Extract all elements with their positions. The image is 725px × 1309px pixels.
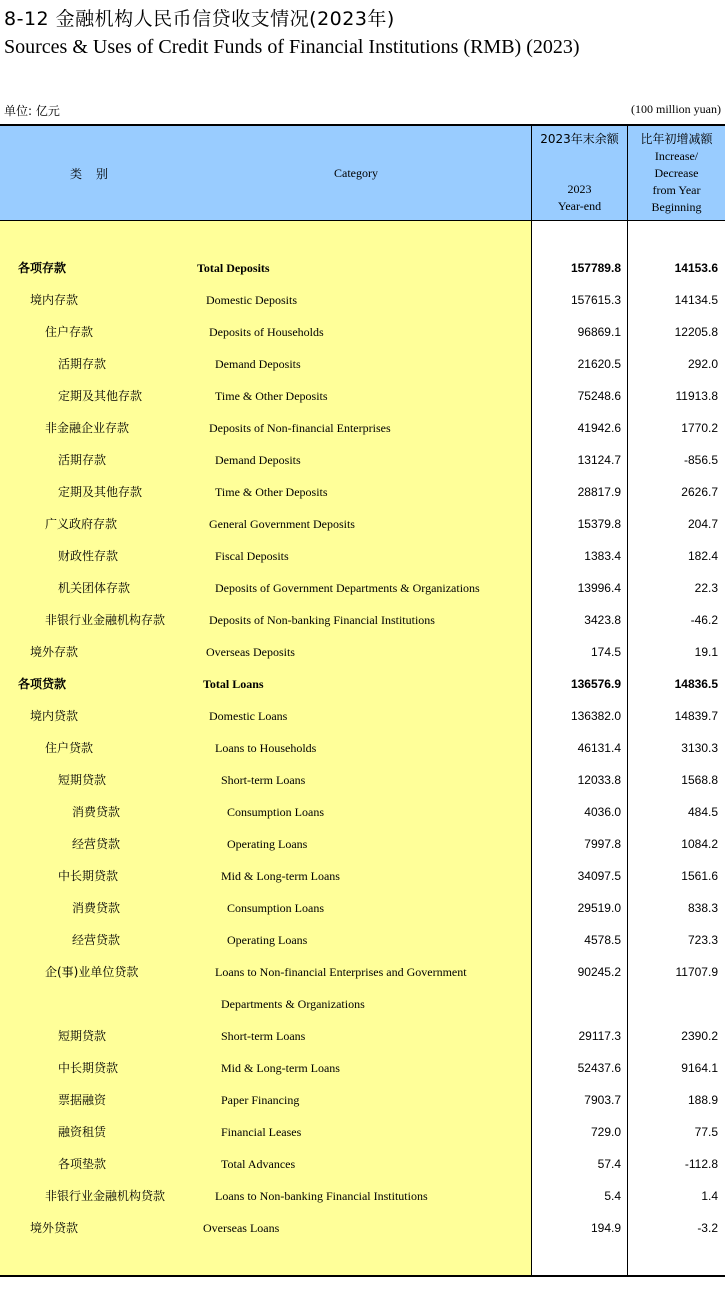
row-category-english: Time & Other Deposits bbox=[215, 389, 328, 403]
row-category-english: Deposits of Non-banking Financial Institutions bbox=[209, 613, 435, 627]
row-change-value: 22.3 bbox=[694, 581, 718, 595]
row-category-chinese: 广义政府存款 bbox=[45, 517, 118, 531]
row-category-english: Demand Deposits bbox=[215, 453, 301, 467]
row-category-chinese: 融资租赁 bbox=[58, 1125, 107, 1139]
row-year-end-value: 12033.8 bbox=[577, 773, 621, 787]
row-change-value: 838.3 bbox=[687, 901, 718, 915]
row-change-value: 9164.1 bbox=[681, 1061, 718, 1075]
header-year-end-year: 2023 bbox=[567, 182, 592, 196]
row-year-end-value: 136576.9 bbox=[570, 677, 621, 691]
table-row bbox=[0, 1218, 725, 1238]
row-category-chinese: 非金融企业存款 bbox=[45, 421, 130, 435]
table-row bbox=[0, 1122, 725, 1142]
row-category-english: Fiscal Deposits bbox=[215, 549, 289, 563]
row-change-value: -46.2 bbox=[690, 613, 718, 627]
table-row bbox=[0, 994, 725, 1014]
row-category-english: Consumption Loans bbox=[227, 901, 325, 915]
table-row bbox=[0, 354, 725, 374]
table-row bbox=[0, 546, 725, 566]
header-year-end-chinese: 2023年末余额 bbox=[540, 132, 619, 146]
row-category-chinese: 企(事)业单位贷款 bbox=[45, 965, 139, 979]
row-change-value: 1.4 bbox=[701, 1189, 718, 1203]
table-row bbox=[0, 1154, 725, 1174]
row-year-end-value: 15379.8 bbox=[577, 517, 621, 531]
row-year-end-value: 46131.4 bbox=[577, 741, 621, 755]
row-category-chinese: 各项垫款 bbox=[58, 1157, 107, 1171]
row-category-english: Loans to Non-financial Enterprises and Government bbox=[215, 965, 467, 979]
row-category-chinese: 住户贷款 bbox=[45, 741, 94, 755]
row-category-english: Overseas Loans bbox=[203, 1221, 280, 1235]
row-change-value: 14153.6 bbox=[674, 261, 718, 275]
row-year-end-value: 136382.0 bbox=[570, 709, 621, 723]
row-category-chinese: 消费贷款 bbox=[72, 805, 121, 819]
row-year-end-value: 1383.4 bbox=[584, 549, 621, 563]
table-row bbox=[0, 866, 725, 886]
title-chinese: 8-12 金融机构人民币信贷收支情况(2023年) bbox=[4, 8, 395, 30]
row-category-english: Operating Loans bbox=[227, 837, 308, 851]
row-category-english: Domestic Deposits bbox=[206, 293, 297, 307]
row-change-value: 204.7 bbox=[687, 517, 718, 531]
row-year-end-value: 28817.9 bbox=[577, 485, 621, 499]
table-row bbox=[0, 482, 725, 502]
row-category-english: Operating Loans bbox=[227, 933, 308, 947]
row-change-value: 292.0 bbox=[687, 357, 718, 371]
row-category-chinese: 中长期贷款 bbox=[58, 1061, 119, 1075]
table-row bbox=[0, 674, 725, 694]
row-category-chinese: 消费贷款 bbox=[72, 901, 121, 915]
row-year-end-value: 174.5 bbox=[590, 645, 621, 659]
row-year-end-value: 4036.0 bbox=[584, 805, 621, 819]
row-category-english: Total Loans bbox=[203, 677, 264, 691]
table-row bbox=[0, 322, 725, 342]
row-category-chinese: 机关团体存款 bbox=[58, 581, 131, 595]
row-change-value: 3130.3 bbox=[681, 741, 718, 755]
row-category-english: Short-term Loans bbox=[221, 773, 306, 787]
table-row bbox=[0, 930, 725, 950]
top-rule bbox=[0, 124, 725, 126]
table-row bbox=[0, 258, 725, 278]
row-category-chinese: 境外贷款 bbox=[30, 1221, 79, 1235]
header-category-english: Category bbox=[334, 166, 378, 180]
row-category-english: Deposits of Government Departments & Organizations bbox=[215, 581, 480, 595]
row-category-chinese: 各项贷款 bbox=[18, 677, 67, 691]
row-category-chinese: 定期及其他存款 bbox=[58, 389, 143, 403]
row-change-value: 19.1 bbox=[694, 645, 718, 659]
header-change-english-2: Decrease bbox=[654, 166, 699, 180]
table-row bbox=[0, 578, 725, 598]
row-year-end-value: 157789.8 bbox=[570, 261, 621, 275]
row-change-value: 77.5 bbox=[694, 1125, 718, 1139]
row-year-end-value: 29519.0 bbox=[577, 901, 621, 915]
header-category-chinese: 类别 bbox=[70, 167, 123, 181]
header-change-english-4: Beginning bbox=[651, 200, 702, 214]
table-row bbox=[0, 642, 725, 662]
row-year-end-value: 7997.8 bbox=[584, 837, 621, 851]
row-year-end-value: 90245.2 bbox=[577, 965, 621, 979]
row-category-english: Deposits of Non-financial Enterprises bbox=[209, 421, 391, 435]
row-year-end-value: 5.4 bbox=[604, 1189, 621, 1203]
row-change-value: 1568.8 bbox=[681, 773, 718, 787]
title-english: Sources & Uses of Credit Funds of Financial Institutions (RMB) (2023) bbox=[4, 36, 580, 58]
row-year-end-value: 157615.3 bbox=[570, 293, 621, 307]
table-row bbox=[0, 1058, 725, 1078]
row-change-value: 11707.9 bbox=[675, 965, 718, 979]
row-change-value: 1770.2 bbox=[681, 421, 718, 435]
table-row bbox=[0, 1026, 725, 1046]
row-category-chinese: 中长期贷款 bbox=[58, 869, 119, 883]
table-row bbox=[0, 802, 725, 822]
row-year-end-value: 4578.5 bbox=[584, 933, 621, 947]
table-row bbox=[0, 834, 725, 854]
row-change-value: -856.5 bbox=[683, 453, 718, 467]
table-row bbox=[0, 770, 725, 790]
table-row bbox=[0, 1090, 725, 1110]
row-category-chinese: 活期存款 bbox=[58, 357, 107, 371]
row-category-chinese: 经营贷款 bbox=[72, 933, 121, 947]
table-row bbox=[0, 738, 725, 758]
row-year-end-value: 194.9 bbox=[590, 1221, 621, 1235]
row-year-end-value: 13996.4 bbox=[577, 581, 621, 595]
row-category-english: Demand Deposits bbox=[215, 357, 301, 371]
header-change-english-3: from Year bbox=[652, 183, 701, 197]
row-year-end-value: 3423.8 bbox=[584, 613, 621, 627]
row-category-chinese: 短期贷款 bbox=[58, 773, 107, 787]
row-change-value: 182.4 bbox=[687, 549, 718, 563]
table-row bbox=[0, 386, 725, 406]
row-category-chinese: 境外存款 bbox=[30, 645, 79, 659]
row-category-english: Domestic Loans bbox=[209, 709, 288, 723]
unit-chinese: 单位: 亿元 bbox=[4, 104, 60, 118]
table-row bbox=[0, 610, 725, 630]
row-category-english: Paper Financing bbox=[221, 1093, 300, 1107]
row-category-chinese: 活期存款 bbox=[58, 453, 107, 467]
table-row bbox=[0, 1186, 725, 1206]
row-change-value: 12205.8 bbox=[674, 325, 718, 339]
row-category-english: Mid & Long-term Loans bbox=[221, 869, 340, 883]
unit-english: (100 million yuan) bbox=[631, 102, 721, 116]
row-category-english: Total Deposits bbox=[197, 261, 270, 275]
row-category-chinese: 经营贷款 bbox=[72, 837, 121, 851]
row-category-english: Financial Leases bbox=[221, 1125, 302, 1139]
header-year-end-english: Year-end bbox=[557, 199, 602, 213]
header-rule bbox=[0, 220, 725, 221]
row-change-value: -3.2 bbox=[697, 1221, 718, 1235]
row-category-chinese: 非银行业金融机构贷款 bbox=[45, 1189, 166, 1203]
row-category-chinese: 境内贷款 bbox=[30, 709, 79, 723]
row-change-value: -112.8 bbox=[684, 1157, 718, 1171]
row-category-chinese: 各项存款 bbox=[18, 261, 67, 275]
row-category-english: Time & Other Deposits bbox=[215, 485, 328, 499]
table-row bbox=[0, 514, 725, 534]
row-change-value: 1084.2 bbox=[681, 837, 718, 851]
row-year-end-value: 13124.7 bbox=[577, 453, 621, 467]
table-row bbox=[0, 290, 725, 310]
row-category-english: Deposits of Households bbox=[209, 325, 324, 339]
row-change-value: 14839.7 bbox=[674, 709, 718, 723]
row-change-value: 723.3 bbox=[687, 933, 718, 947]
header-change-english-1: Increase/ bbox=[654, 149, 699, 163]
row-category-english: Overseas Deposits bbox=[206, 645, 295, 659]
row-year-end-value: 34097.5 bbox=[577, 869, 621, 883]
row-change-value: 1561.6 bbox=[681, 869, 718, 883]
table-row bbox=[0, 706, 725, 726]
row-category-chinese: 非银行业金融机构存款 bbox=[45, 613, 166, 627]
row-category-chinese: 境内存款 bbox=[30, 293, 79, 307]
row-category-chinese: 财政性存款 bbox=[58, 549, 119, 563]
row-year-end-value: 96869.1 bbox=[577, 325, 621, 339]
row-category-english: Loans to Non-banking Financial Institutions bbox=[215, 1189, 428, 1203]
row-year-end-value: 41942.6 bbox=[577, 421, 621, 435]
table-row bbox=[0, 418, 725, 438]
row-change-value: 14134.5 bbox=[674, 293, 718, 307]
row-category-english: Mid & Long-term Loans bbox=[221, 1061, 340, 1075]
row-change-value: 11913.8 bbox=[675, 389, 718, 403]
row-change-value: 2390.2 bbox=[681, 1029, 718, 1043]
row-category-english: Departments & Organizations bbox=[221, 997, 365, 1011]
row-change-value: 188.9 bbox=[687, 1093, 718, 1107]
row-year-end-value: 75248.6 bbox=[577, 389, 621, 403]
row-category-english: Total Advances bbox=[221, 1157, 296, 1171]
row-change-value: 484.5 bbox=[687, 805, 718, 819]
row-category-english: General Government Deposits bbox=[209, 517, 355, 531]
row-year-end-value: 29117.3 bbox=[578, 1029, 621, 1043]
row-year-end-value: 729.0 bbox=[590, 1125, 621, 1139]
row-category-english: Consumption Loans bbox=[227, 805, 325, 819]
row-category-chinese: 票据融资 bbox=[58, 1093, 107, 1107]
header-change-chinese: 比年初增减额 bbox=[640, 132, 713, 146]
row-year-end-value: 52437.6 bbox=[577, 1061, 621, 1075]
row-change-value: 2626.7 bbox=[681, 485, 718, 499]
row-category-chinese: 定期及其他存款 bbox=[58, 485, 143, 499]
row-year-end-value: 7903.7 bbox=[584, 1093, 621, 1107]
bottom-rule bbox=[0, 1275, 725, 1277]
row-category-chinese: 住户存款 bbox=[45, 325, 94, 339]
row-category-english: Loans to Households bbox=[215, 741, 317, 755]
row-category-chinese: 短期贷款 bbox=[58, 1029, 107, 1043]
table-row bbox=[0, 962, 725, 982]
table-row bbox=[0, 898, 725, 918]
table-row bbox=[0, 450, 725, 470]
row-change-value: 14836.5 bbox=[674, 677, 718, 691]
row-year-end-value: 21620.5 bbox=[577, 357, 621, 371]
row-category-english: Short-term Loans bbox=[221, 1029, 306, 1043]
row-year-end-value: 57.4 bbox=[597, 1157, 621, 1171]
